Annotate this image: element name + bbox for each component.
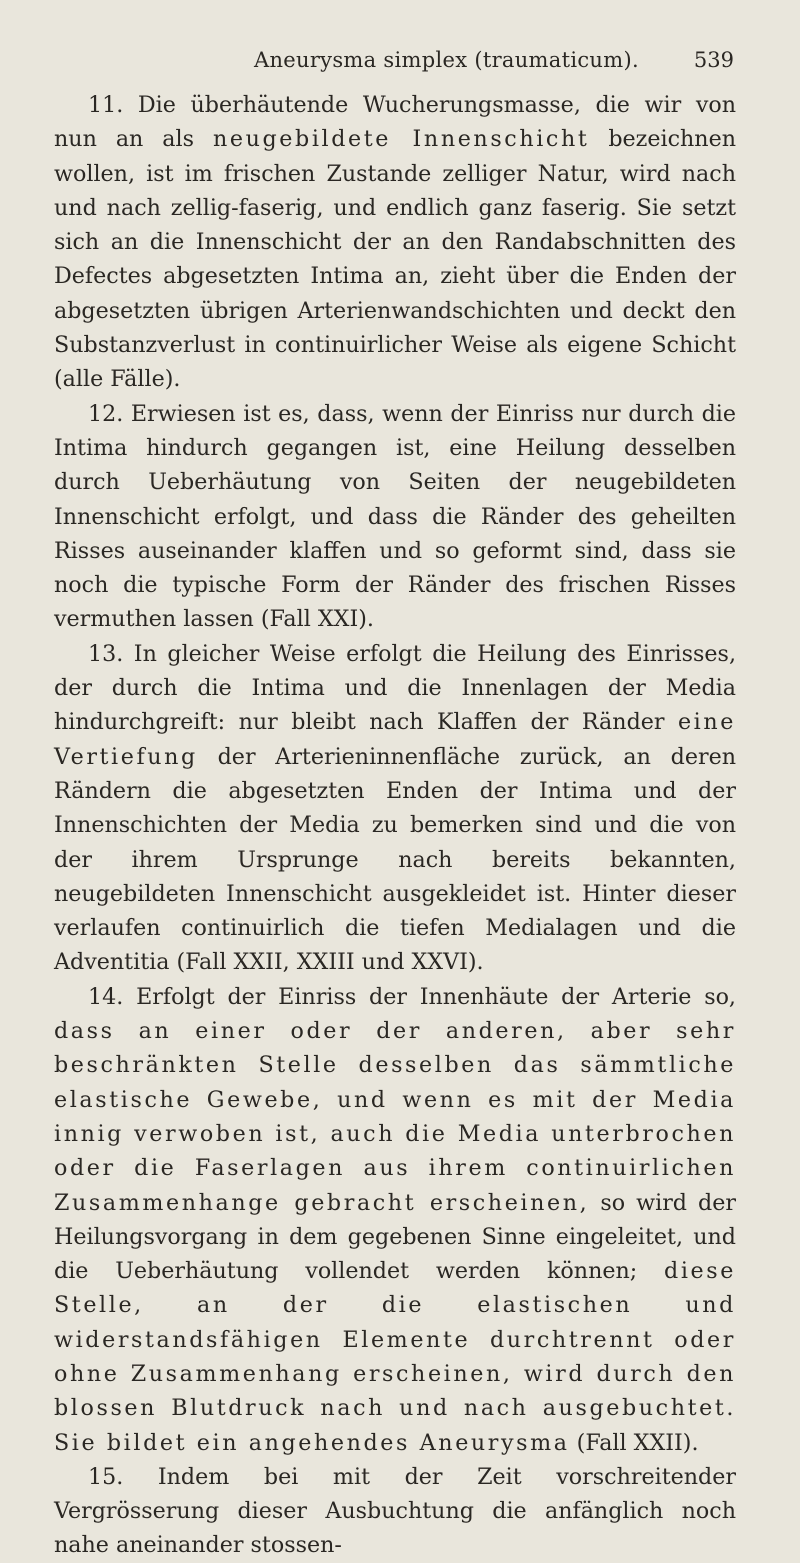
paragraph-11-text: 11. Die überhäutende Wucherungsmasse, die wir von nun an als [54, 92, 736, 153]
emphasis-new-inner-layer: neugebildete Innenschicht [212, 126, 590, 153]
paragraph-12: 12. Erwiesen ist es, dass, wenn der Einriss nur durch die Intima hindurch gegangen ist, eine Heilung desselben durch Ueberhäutung von Seiten der neugebildeten Innenschicht erfolgt, und dass die Ränder des geheilten Risses auseinander klaffen und so geformt sind, dass sie noch die typische Form der Ränder des frischen Risses vermuthen lassen (Fall XXI). [54, 400, 736, 633]
paragraph-11 [54, 88, 736, 397]
page-number: 539 [693, 48, 734, 72]
running-title: Aneurysma simplex (traumaticum). [254, 48, 639, 72]
paragraph-14 [54, 980, 736, 1460]
body-text [54, 88, 736, 1563]
paragraph-14-text: 14. Erfolgt der Einriss der Innenhäute der Arterie so, [88, 983, 736, 1010]
paragraph-13-text: 13. In gleicher Weise erfolgt die Heilung des Einrisses, der durch die Intima und die Innenlagen der Media hindurchgreift: nur bleibt nach Klaffen der Ränder [54, 640, 736, 736]
paragraph-11-text-cont: bezeichnen wollen, ist im frischen Zustande zelliger Natur, wird nach und nach zellig-faserig, und endlich ganz faserig. Sie setzt sich an die Innenschicht der an den Randabschnitten des Defectes abgesetzten Intima an, zieht über die Enden der abgesetzten übrigen Arterienwandschichten und deckt den Substanzverlust in continuirlicher Weise als eigene Schicht (alle Fälle). [54, 126, 736, 393]
paragraph-13-text-cont: der Arterieninnenfläche zurück, an deren Rändern die abgesetzten Enden der Intima und der Innenschichten der Media zu bemerken sind und die von der ihrem Ursprunge nach bereits bekannten, neugebildeten Innenschicht ausgekleidet ist. Hinter dieser verlaufen continuirlich die tiefen Medialagen und die Adventitia (Fall XXII, XXIII und XXVI). [54, 743, 736, 976]
paragraph-15: 15. Indem bei mit der Zeit vorschreitender Vergrösserung dieser Ausbuchtung die anfänglich noch nahe aneinander stossen- [54, 1463, 736, 1559]
emphasis-depression: eine Vertiefung [54, 709, 736, 770]
paragraph-14-text-end: (Fall XXII). [569, 1429, 699, 1456]
page-header [54, 48, 736, 82]
emphasis-limited-site: dass an einer oder der anderen, aber sehr beschränkten Stelle desselben das sämmtliche elastische Gewebe, und wenn es mit der Media innig verwoben ist, auch die Media unterbrochen oder die Faserlagen aus ihrem continuirlichen Zusammenhange gebracht erscheinen, [54, 1018, 736, 1216]
emphasis-incipient-aneurysm: diese Stelle, an der die elastischen und widerstandsfähigen Elemente durchtrennt oder ohne Zusammenhang erscheinen, wird durch den blossen Blutdruck nach und nach ausgebuchtet. Sie bildet ein angehendes Aneurysma [54, 1258, 736, 1456]
paragraph-14-text-cont: so wird der Heilungsvorgang in dem gegebenen Sinne eingeleitet, und die Ueberhäutung vollendet werden können; [54, 1189, 736, 1285]
paragraph-13 [54, 637, 736, 980]
